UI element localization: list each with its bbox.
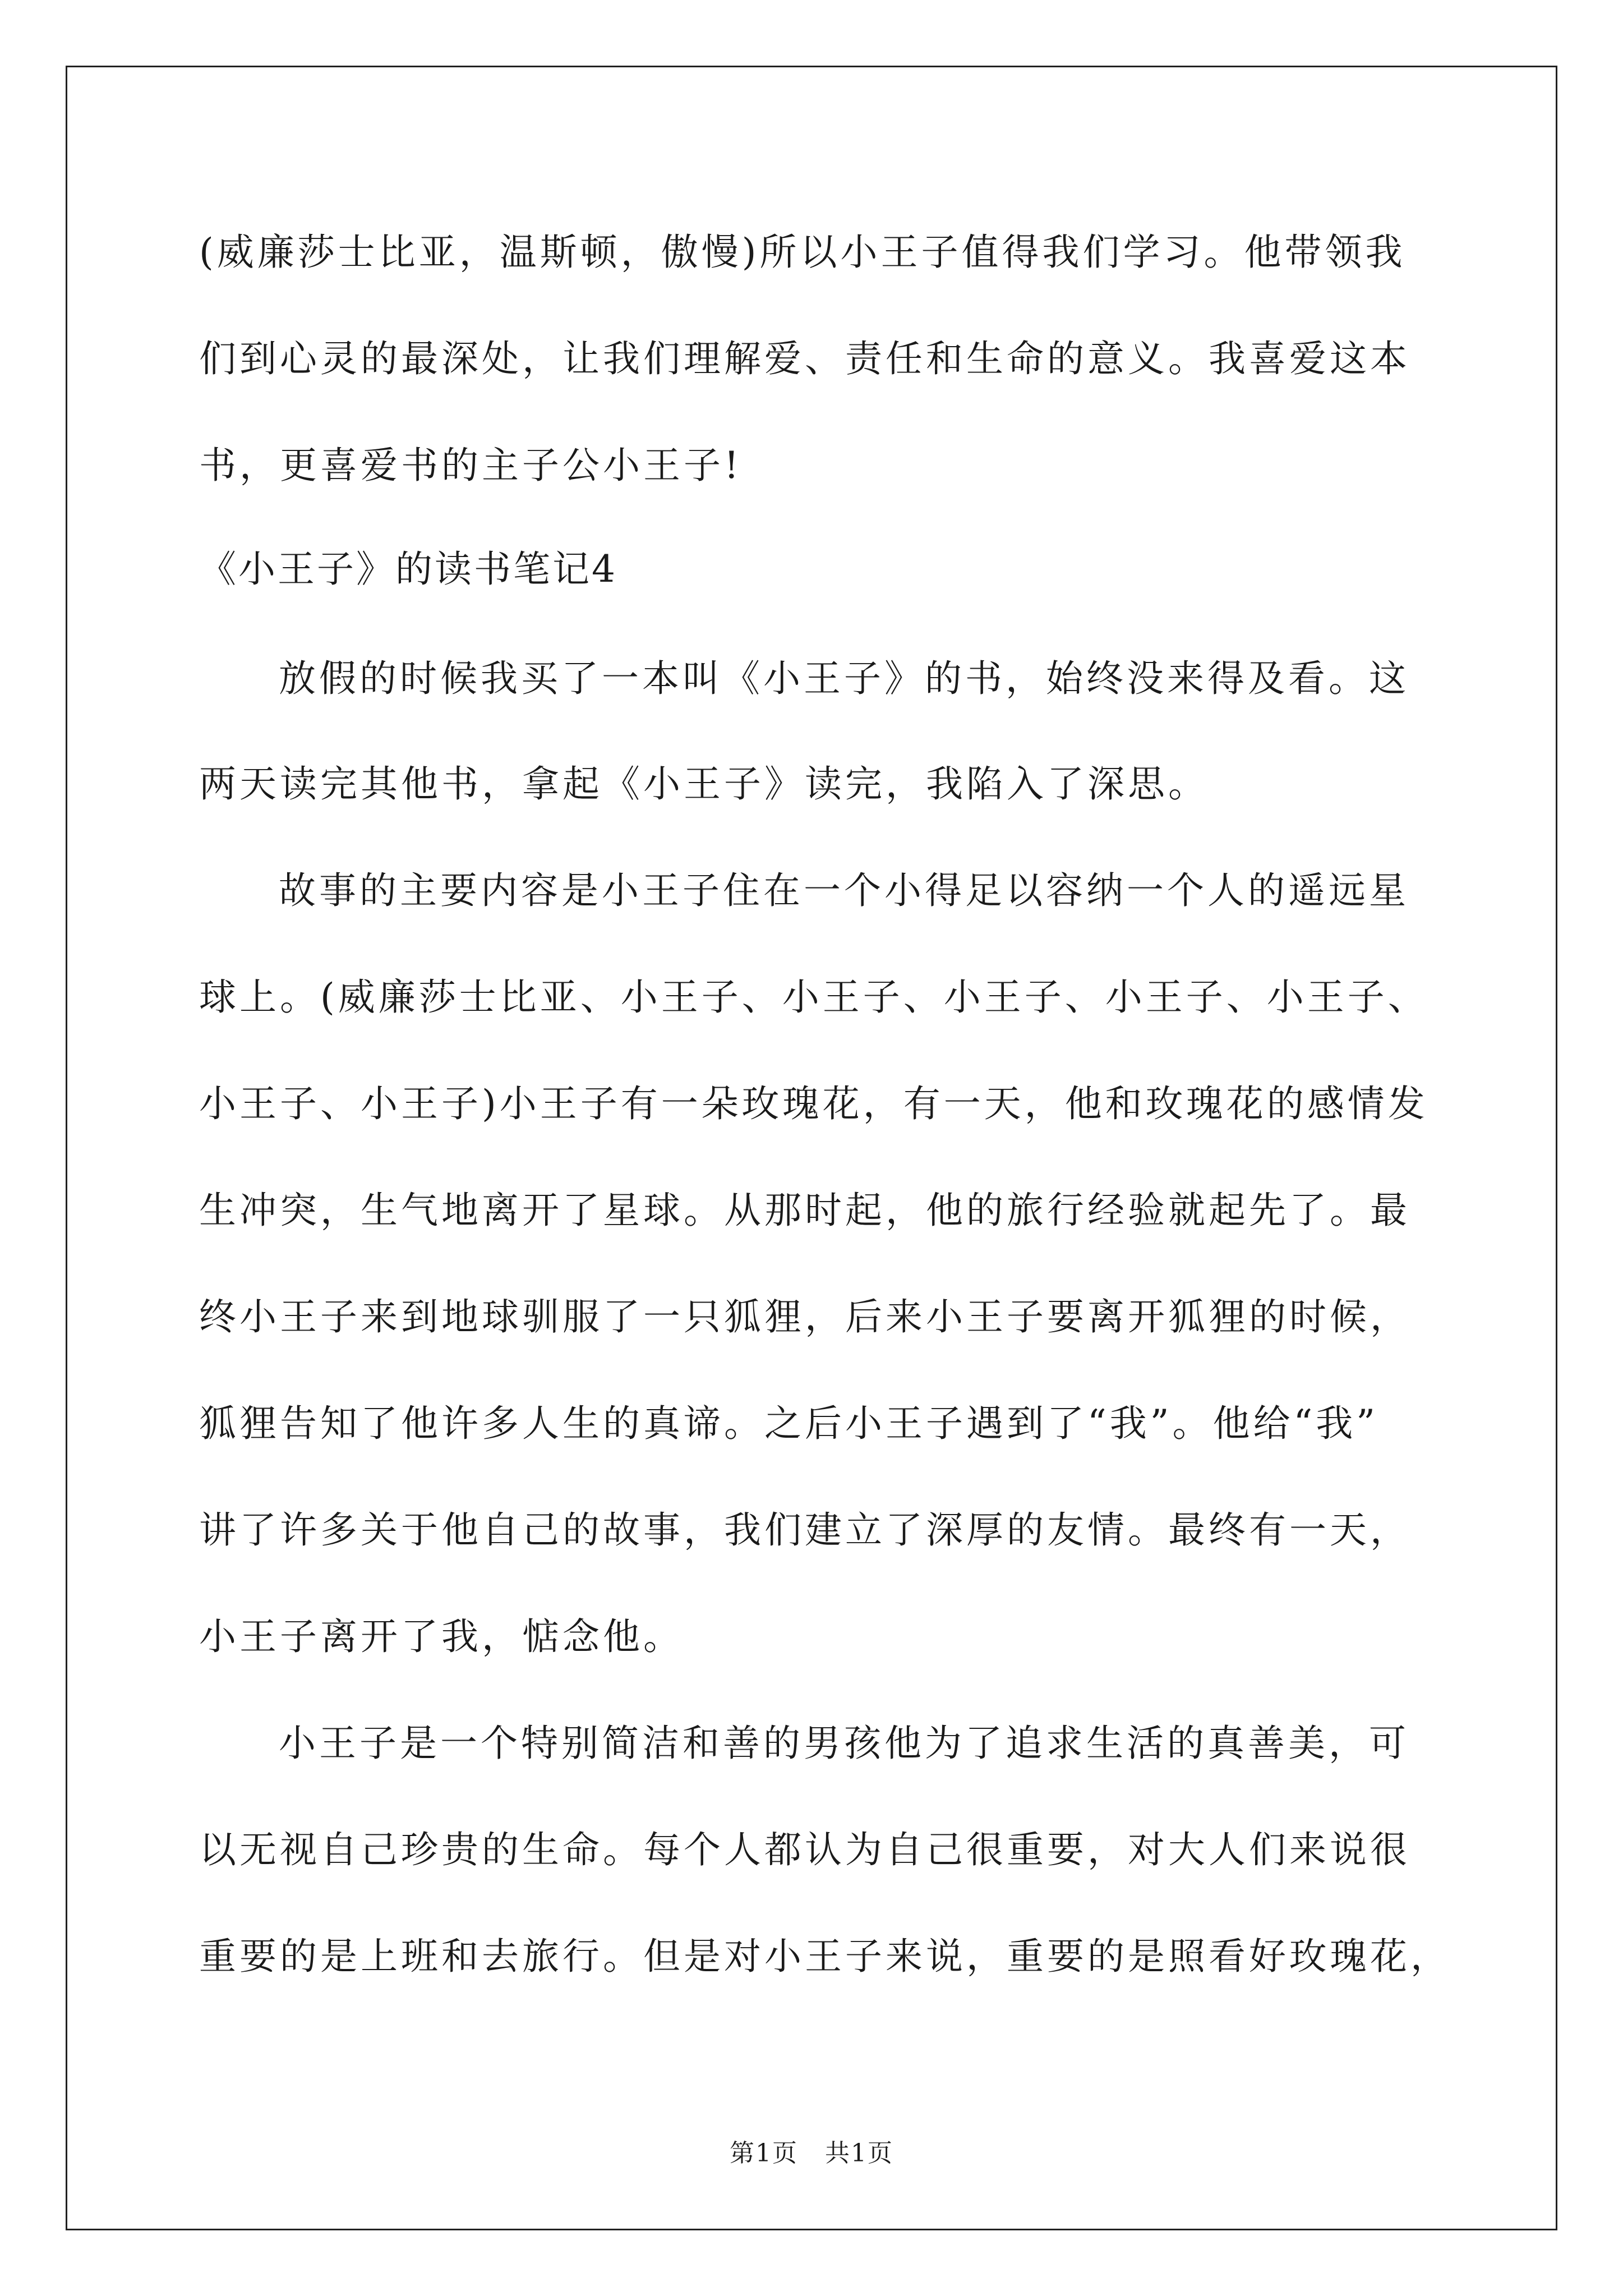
- text-line: 两天读完其他书，拿起《小王子》读完，我陷入了深思。: [199, 762, 1209, 806]
- paragraph-start: 小王子是一个特别简洁和善的男孩他为了追求生活的真善美，可: [279, 1722, 1409, 1765]
- text-line: 小王子离开了我，惦念他。: [199, 1615, 684, 1658]
- text-line: 球上。(威廉莎士比亚、小王子、小王子、小王子、小王子、小王子、: [199, 976, 1428, 1019]
- text-line: 重要的是上班和去旅行。但是对小王子来说，重要的是照看好玫瑰花，: [199, 1935, 1451, 1978]
- text-line: 讲了许多关于他自己的故事，我们建立了深厚的友情。最终有一天，: [199, 1508, 1410, 1552]
- text-line: (威廉莎士比亚，温斯顿，傲慢)所以小王子值得我们学习。他带领我: [199, 231, 1406, 274]
- text-line: 终小王子来到地球驯服了一只狐狸，后来小王子要离开狐狸的时候，: [199, 1295, 1410, 1338]
- paragraph-start: 故事的主要内容是小王子住在一个小得足以容纳一个人的遥远星: [279, 869, 1409, 912]
- text-line: 书，更喜爱书的主子公小王子!: [199, 444, 743, 487]
- section-heading: 《小王子》的读书笔记4: [199, 547, 617, 591]
- text-line: 以无视自己珍贵的生命。每个人都认为自己很重要，对大人们来说很: [199, 1828, 1410, 1871]
- page-border: [66, 66, 1557, 2230]
- text-line: 生冲突，生气地离开了星球。从那时起，他的旅行经验就起先了。最: [199, 1189, 1410, 1232]
- text-line: 狐狸告知了他许多人生的真谛。之后小王子遇到了“我”。他给“我”: [199, 1402, 1378, 1445]
- paragraph-start: 放假的时候我买了一本叫《小王子》的书，始终没来得及看。这: [279, 657, 1409, 700]
- text-line: 小王子、小王子)小王子有一朵玫瑰花，有一天，他和玫瑰花的感情发: [199, 1082, 1428, 1125]
- page-footer: 第1页 共1页: [730, 2139, 893, 2168]
- text-line: 们到心灵的最深处，让我们理解爱、责任和生命的意义。我喜爱这本: [199, 337, 1410, 380]
